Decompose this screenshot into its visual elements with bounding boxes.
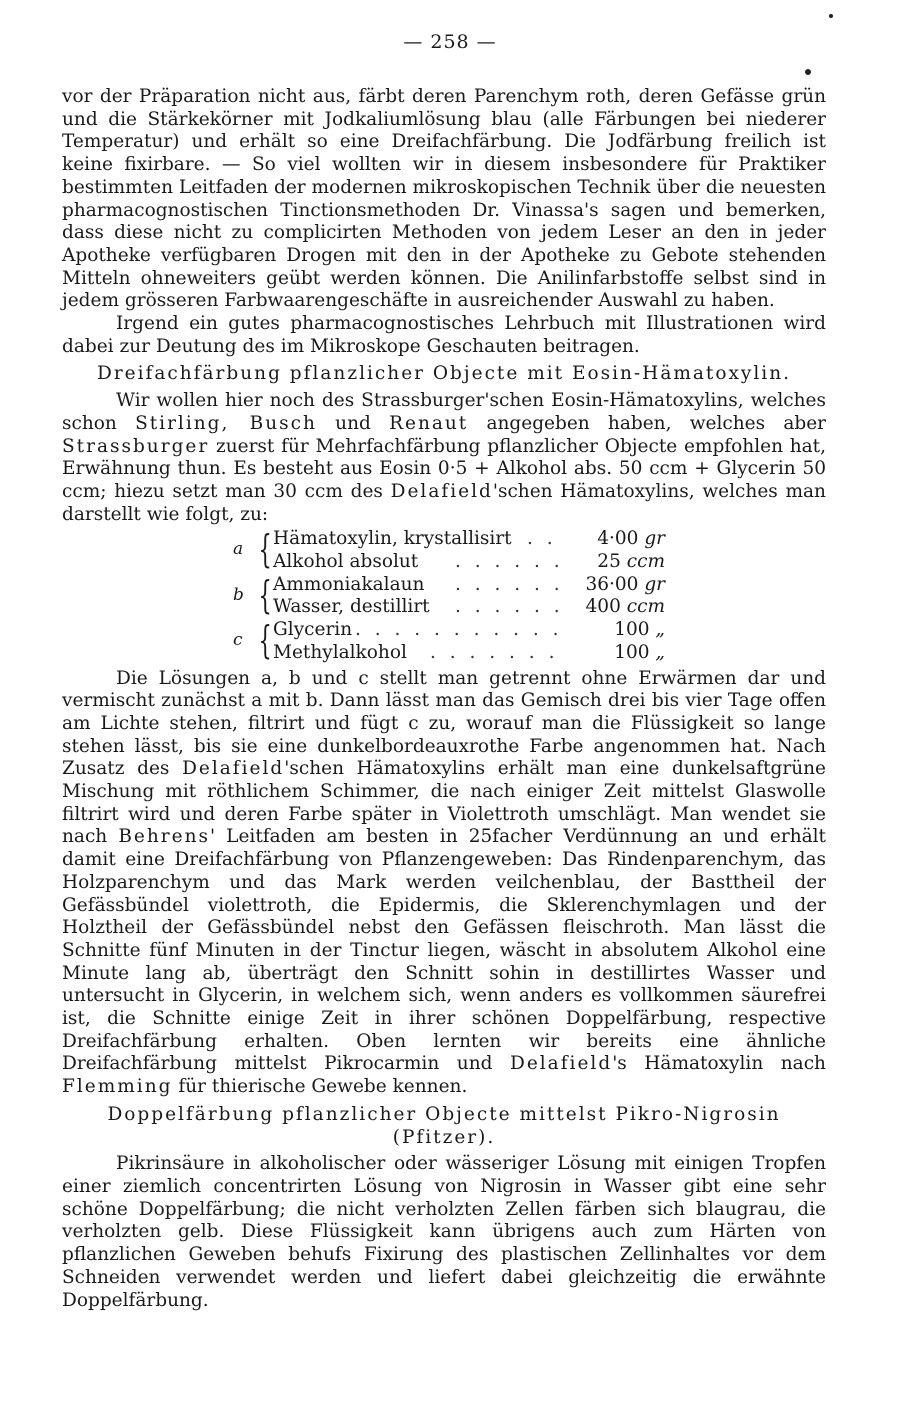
brace: { bbox=[258, 527, 272, 572]
section-heading: Dreifachfärbung pflanzlicher Objecte mit Eosin-Hämatoxylin. bbox=[96, 363, 792, 385]
recipe-row: Glycerin . . . . . . . . . . . 100 „ bbox=[273, 619, 665, 641]
recipe-table bbox=[233, 527, 665, 664]
recipe-group bbox=[233, 618, 665, 664]
speck-mark bbox=[829, 14, 833, 18]
paragraph: Pikrinsäure in alkoholischer oder wässeriger Lösung mit einigen Tropfen einer ziemlich concentrirten Lösung von Nigrosin in Wasser gibt eine sehr schöne Doppelfärbung; die nicht verholzten Zellen färben sich blaugrau, die verholzten gelb. Diese Flüssigkeit kann übrigens auch zum Härten von pflanzlichen Geweben behufs Fixirung des plastischen Zellinhaltes vor dem Schneiden verwendet werden und liefert dabei gleichzeitig die erwähnte Doppelfärbung. bbox=[62, 1153, 826, 1311]
paragraph: Wir wollen hier noch des Strassburger'schen Eosin-Hämatoxylins, welches schon Stirling, Busch und Renaut angegeben haben, welches aber Strassburger zuerst für Mehrfachfärbung pflanzlicher Objecte empfohlen hat, Erwähnung thun. Es besteht aus Eosin 0·5 + Alkohol abs. 50 ccm + Glycerin 50 ccm; hiezu setzt man 30 ccm des Delafield'schen Hämatoxylins, welches man darstellt wie folgt, zu: bbox=[62, 390, 827, 525]
group-letter: b bbox=[233, 584, 244, 605]
recipe-group bbox=[233, 572, 665, 619]
recipe-row: Methylalkohol . . . . . . . 100 „ bbox=[273, 641, 665, 663]
recipe-row: Wasser, destillirt . . . . . . 400 ccm bbox=[273, 596, 665, 618]
group-letter: c bbox=[233, 630, 243, 651]
paragraph: Irgend ein gutes pharmacognostisches Lehrbuch mit Illustrationen wird dabei zur Deutung des im Mikroskope Geschauten beitragen. bbox=[62, 313, 826, 357]
body-text bbox=[62, 86, 826, 1312]
paragraph: Die Lösungen a, b und c stellt man getrennt ohne Erwärmen dar und vermischt zunächst a mit b. Dann lässt man das Gemisch drei bis vier Tage offen am Lichte stehen, filtrirt und fügt c zu, worauf man die Flüssigkeit so lange stehen lässt, bis sie eine dunkelbordeauxrothe Farbe angenommen hat. Nach Zusatz des Delafield'schen Hämatoxylins erhält man eine dunkelsaftgrüne Mischung mit röthlichem Schimmer, die nach einiger Zeit mittelst Glaswolle filtrirt wird und deren Farbe später in Violettroth umschlägt. Man wendet sie nach Behrens' Leitfaden am besten in 25facher Verdünnung an und erhält damit eine Dreifachfärbung von Pflanzengeweben: Das Rindenparenchym, das Holzparenchym und das Mark werden veilchenblau, der Basttheil der Gefässbündel violettroth, die Epidermis, die Sklerenchymlagen und der Holztheil der Gefässbündel nebst den Gefässen fleischroth. Man lässt die Schnitte fünf Minuten in der Tinctur liegen, wäscht in absolutem Alkohol eine Minute lang ab, überträgt den Schnitt sohin in destillirtes Wasser und untersucht in Glycerin, in welchem sich, wenn anders es vollkommen säurefrei ist, die Schnitte einige Zeit in ihrer schönen Doppelfärbung, respective Dreifachfärbung erhalten. Oben lernten wir bereits eine ähnliche Dreifachfärbung mittelst Pikrocarmin und Delafield's Hämatoxylin nach Flemming für thierische Gewebe kennen. bbox=[62, 667, 826, 1098]
paragraph: vor der Präparation nicht aus, färbt deren Parenchym roth, deren Gefässe grün und die Stärkekörner mit Jodkaliumlösung blau (alle Färbungen bei niederer Temperatur) und erhält so eine Dreifachfärbung. Die Jodfärbung freilich ist keine fixirbare. — So viel wollten wir in diesem insbesondere für Praktiker bestimmten Leitfaden der modernen mikroskopischen Technik über die neuesten pharmacognostischen Tinctionsmethoden Dr. Vinassa's sagen und bemerken, dass diese nicht zu complicirten Methoden von jedem Leser an den in jeder Apotheke verfügbaren Drogen mit den in der Apotheke zu Gebote stehenden Mitteln ohneweiters geübt werden können. Die Anilinfarbstoffe selbst sind in jedem grösseren Farbwaarengeschäfte in ausreichender Auswahl zu haben. bbox=[62, 86, 826, 312]
brace: { bbox=[258, 618, 272, 663]
recipe-row: Alkohol absolut . . . . . . 25 ccm bbox=[273, 551, 665, 573]
brace: { bbox=[258, 572, 272, 617]
recipe-row: Ammoniakalaun . . . . . . 36·00 gr bbox=[273, 573, 665, 595]
recipe-group bbox=[233, 527, 665, 573]
page-number: — 258 — bbox=[403, 31, 497, 53]
recipe-row: Hämatoxylin, krystallisirt . . 4·00 gr bbox=[273, 528, 665, 550]
speck-mark bbox=[805, 69, 811, 75]
section-heading: Doppelfärbung pflanzlicher Objecte mittelst Pikro-Nigrosin (Pfitzer). bbox=[107, 1103, 781, 1148]
group-letter: a bbox=[233, 539, 244, 560]
